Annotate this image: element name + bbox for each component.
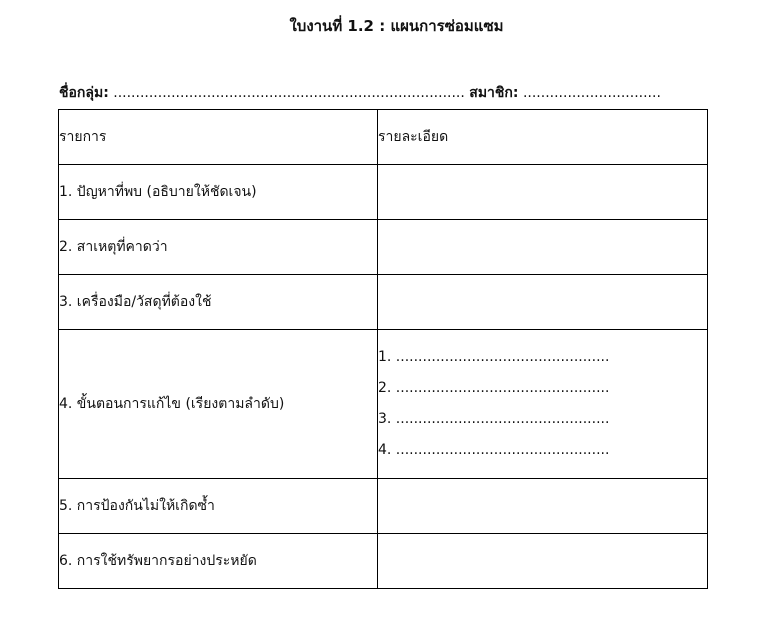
step-line-4: 4. ................................................: [378, 442, 610, 458]
group-name-blank: ...............................................................................: [113, 85, 465, 101]
row-item-cause: 2. สาเหตุที่คาดว่า: [59, 220, 378, 275]
members-blank: ...............................: [522, 85, 661, 101]
row-detail-cause: [378, 220, 708, 275]
table-row: [59, 330, 708, 479]
row-item-tools: 3. เครื่องมือ/วัสดุที่ต้องใช้: [59, 275, 378, 330]
row-item-prevention: 5. การป้องกันไม่ให้เกิดซ้ำ: [59, 479, 378, 534]
row-detail-prevention: [378, 479, 708, 534]
table-row: [59, 534, 708, 589]
row-detail-problem: [378, 165, 708, 220]
table-row: [59, 275, 708, 330]
row-detail-resources: [378, 534, 708, 589]
table-header-row: [59, 110, 708, 165]
table-row: [59, 220, 708, 275]
header-item-cell: รายการ: [59, 110, 378, 165]
row-item-resources: 6. การใช้ทรัพยากรอย่างประหยัด: [59, 534, 378, 589]
row-item-problem: 1. ปัญหาที่พบ (อธิบายให้ชัดเจน): [59, 165, 378, 220]
table-row: [59, 165, 708, 220]
row-item-steps: 4. ขั้นตอนการแก้ไข (เรียงตามลำดับ): [59, 330, 378, 479]
steps-list: [378, 342, 707, 466]
step-line-3: 3. ................................................: [378, 411, 610, 427]
table-row: [59, 479, 708, 534]
row-detail-steps: [378, 330, 708, 479]
header-detail-cell: รายละเอียด: [378, 110, 708, 165]
row-detail-tools: [378, 275, 708, 330]
members-label: สมาชิก:: [469, 85, 519, 101]
group-info-line: [59, 82, 709, 104]
step-line-2: 2. ................................................: [378, 380, 610, 396]
repair-plan-table: [58, 109, 708, 589]
worksheet-title: ใบงานที่ 1.2 : แผนการซ่อมแซม: [289, 17, 504, 35]
group-name-label: ชื่อกลุ่ม:: [59, 85, 109, 101]
step-line-1: 1. ................................................: [378, 349, 610, 365]
